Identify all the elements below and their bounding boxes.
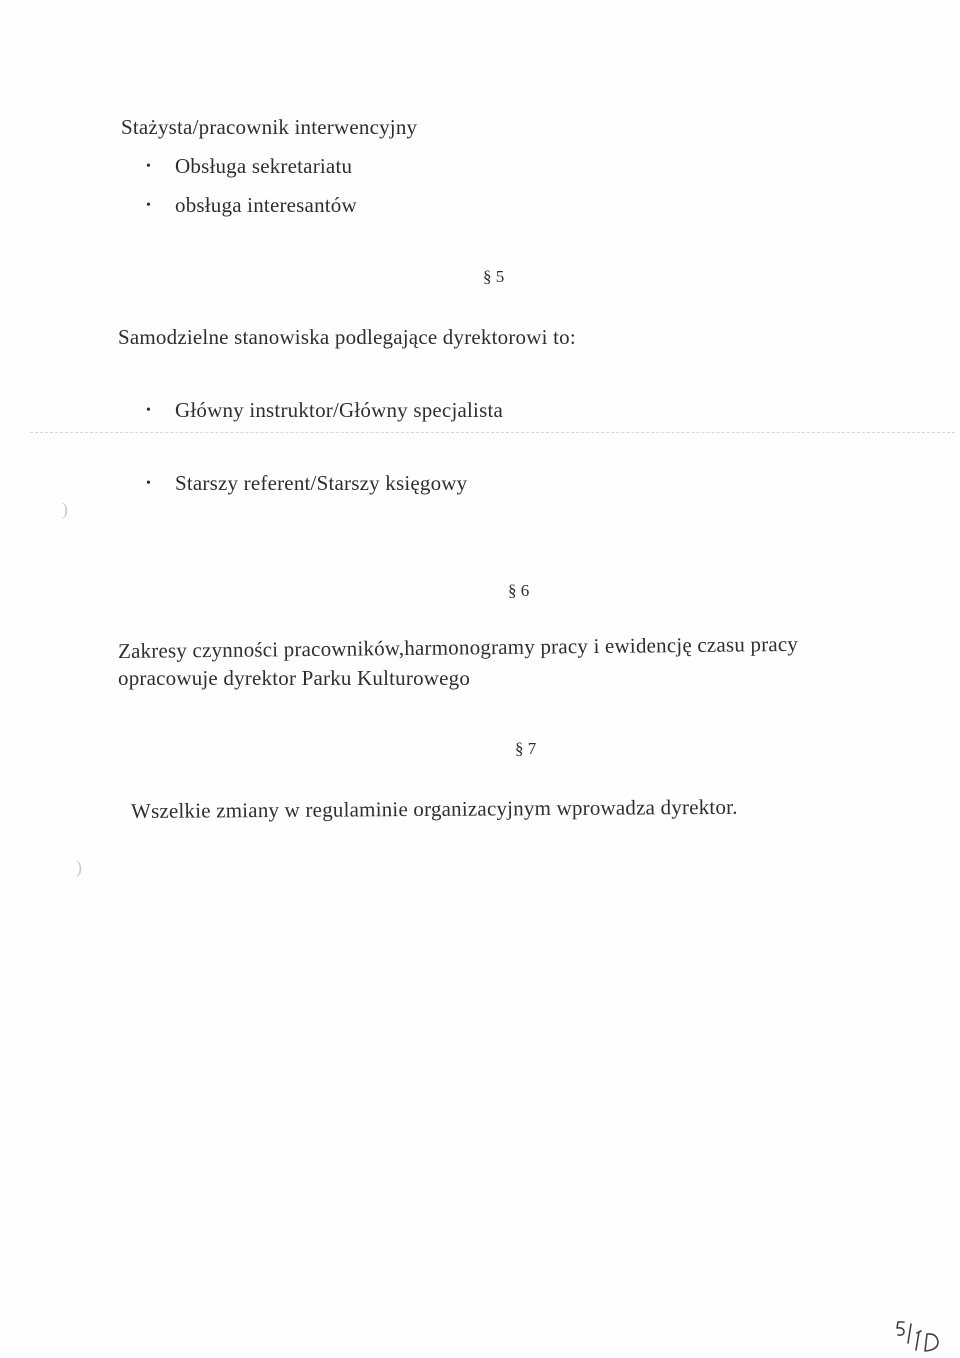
list-item: Starszy referent/Starszy księgowy bbox=[175, 471, 468, 495]
scan-speck: ) bbox=[62, 499, 68, 519]
scan-artifact-line bbox=[30, 432, 955, 433]
paragraph: Wszelkie zmiany w regulaminie organizacyjnym wprowadza dyrektor. bbox=[130, 794, 738, 823]
bullet-icon: • bbox=[146, 198, 151, 213]
paragraph: Zakresy czynności pracowników,harmonogramy pracy i ewidencję czasu pracy bbox=[117, 631, 799, 663]
bullet-icon: • bbox=[146, 403, 151, 418]
paragraph: opracowuje dyrektor Parku Kulturowego bbox=[118, 666, 471, 690]
bullet-icon: • bbox=[146, 159, 151, 174]
list-item: Główny instruktor/Główny specjalista bbox=[175, 398, 503, 422]
section-marker: § 5 bbox=[483, 267, 505, 286]
list-item: Obsługa sekretariatu bbox=[175, 154, 353, 178]
staff-role-heading: Stażysta/pracownik interwencyjny bbox=[121, 115, 418, 139]
scan-speck: ) bbox=[76, 857, 82, 877]
section-marker: § 6 bbox=[508, 581, 530, 600]
section-marker: § 7 bbox=[515, 739, 537, 758]
paragraph: Samodzielne stanowiska podlegające dyrektorowi to: bbox=[118, 325, 576, 349]
list-item: obsługa interesantów bbox=[175, 193, 357, 217]
handwritten-page-number bbox=[892, 1316, 952, 1356]
bullet-icon: • bbox=[146, 476, 151, 491]
